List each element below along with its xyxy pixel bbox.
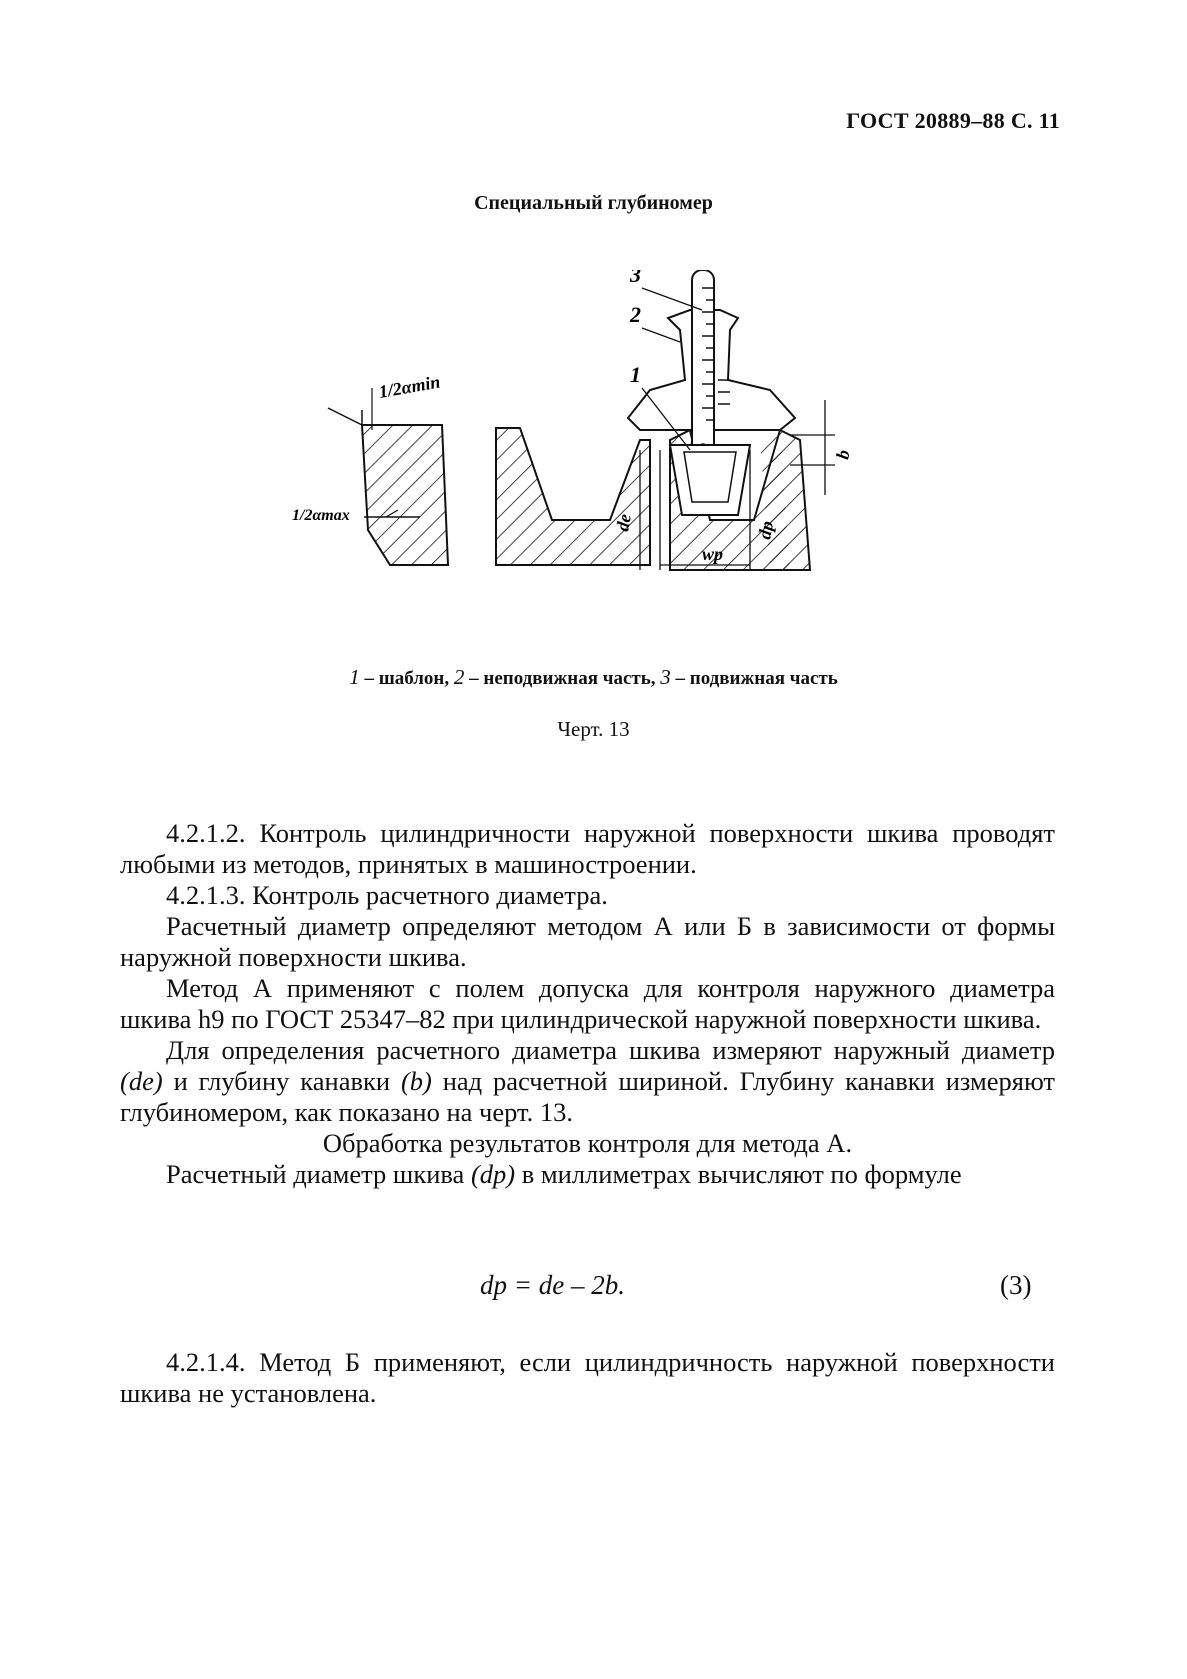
de-label: de bbox=[612, 512, 635, 533]
p7-text-b: в миллиметрах вычисляют по формуле bbox=[515, 1159, 962, 1189]
caption-text-3: – подвижная часть bbox=[670, 668, 838, 689]
body-text bbox=[120, 818, 1055, 1190]
paragraph-4-2-1-3: 4.2.1.3. Контроль расчетного диаметра. bbox=[166, 880, 608, 910]
part-2-label: 2 bbox=[630, 302, 641, 327]
caption-text-2: – неподвижная часть, bbox=[464, 668, 661, 689]
half-alpha-max-label: 1/2αmax bbox=[292, 507, 350, 524]
paragraph-4-2-1-2: 4.2.1.2. Контроль цилиндричности наружной поверхности шкива проводят любыми из методов, принятых в машиностроении. bbox=[120, 818, 1055, 879]
caption-num-1: 1 bbox=[349, 665, 360, 689]
b-symbol: (b) bbox=[400, 1066, 432, 1096]
half-alpha-min-label: 1/2αmin bbox=[377, 371, 442, 402]
pulley-groove-section bbox=[496, 428, 810, 570]
caption-num-3: 3 bbox=[660, 665, 671, 689]
formula: dp = de – 2b. bbox=[480, 1270, 625, 1300]
depth-gauge-drawing bbox=[290, 270, 890, 630]
paragraph-method-b: 4.2.1.4. Метод Б применяют, если цилиндричность наружной поверхности шкива не установлена. bbox=[120, 1347, 1055, 1408]
p5-text-b: и глубину канавки bbox=[162, 1066, 401, 1096]
b-label: b bbox=[832, 448, 854, 461]
p5-text-c: над расчетной шириной. Глубину канавки измеряют глубиномером, как показано на черт. 13. bbox=[120, 1066, 1055, 1127]
p7-text-a: Расчетный диаметр шкива bbox=[166, 1159, 471, 1189]
dp-symbol: (dp) bbox=[470, 1159, 516, 1189]
caption-text-1: – шаблон, bbox=[359, 668, 454, 689]
caption-num-2: 2 bbox=[453, 665, 465, 689]
processing-heading: Обработка результатов контроля для метода А. bbox=[322, 1128, 853, 1158]
dp-label: dp bbox=[754, 519, 778, 541]
figure-title: Специальный глубиномер bbox=[474, 192, 713, 214]
formula-number: (3) bbox=[1000, 1270, 1032, 1300]
page-header: ГОСТ 20889–88 С. 11 bbox=[846, 108, 1060, 133]
p5-text-a: Для определения расчетного диаметра шкива измеряют наружный диаметр bbox=[166, 1035, 1055, 1065]
paragraph-formula-intro bbox=[120, 1159, 1055, 1190]
figure-number: Черт. 13 bbox=[557, 717, 630, 741]
figure-caption bbox=[0, 665, 1187, 690]
part-1-label: 1 bbox=[630, 362, 641, 387]
paragraph-4-2-1-4 bbox=[120, 1347, 1055, 1409]
paragraph-measurement bbox=[120, 1035, 1055, 1128]
depth-gauge-figure bbox=[290, 270, 890, 630]
paragraph-method-choice: Расчетный диаметр определяют методом А или Б в зависимости от формы наружной поверхности шкива. bbox=[120, 911, 1055, 972]
wp-label: wp bbox=[702, 544, 724, 564]
template-left-piece bbox=[292, 371, 448, 565]
paragraph-method-a: Метод А применяют с полем допуска для контроля наружного диаметра шкива h9 по ГОСТ 25347–82 при цилиндрической наружной поверхности шкива. bbox=[120, 973, 1055, 1034]
part-3-label: 3 bbox=[630, 270, 641, 287]
de-symbol: (de) bbox=[120, 1066, 163, 1096]
